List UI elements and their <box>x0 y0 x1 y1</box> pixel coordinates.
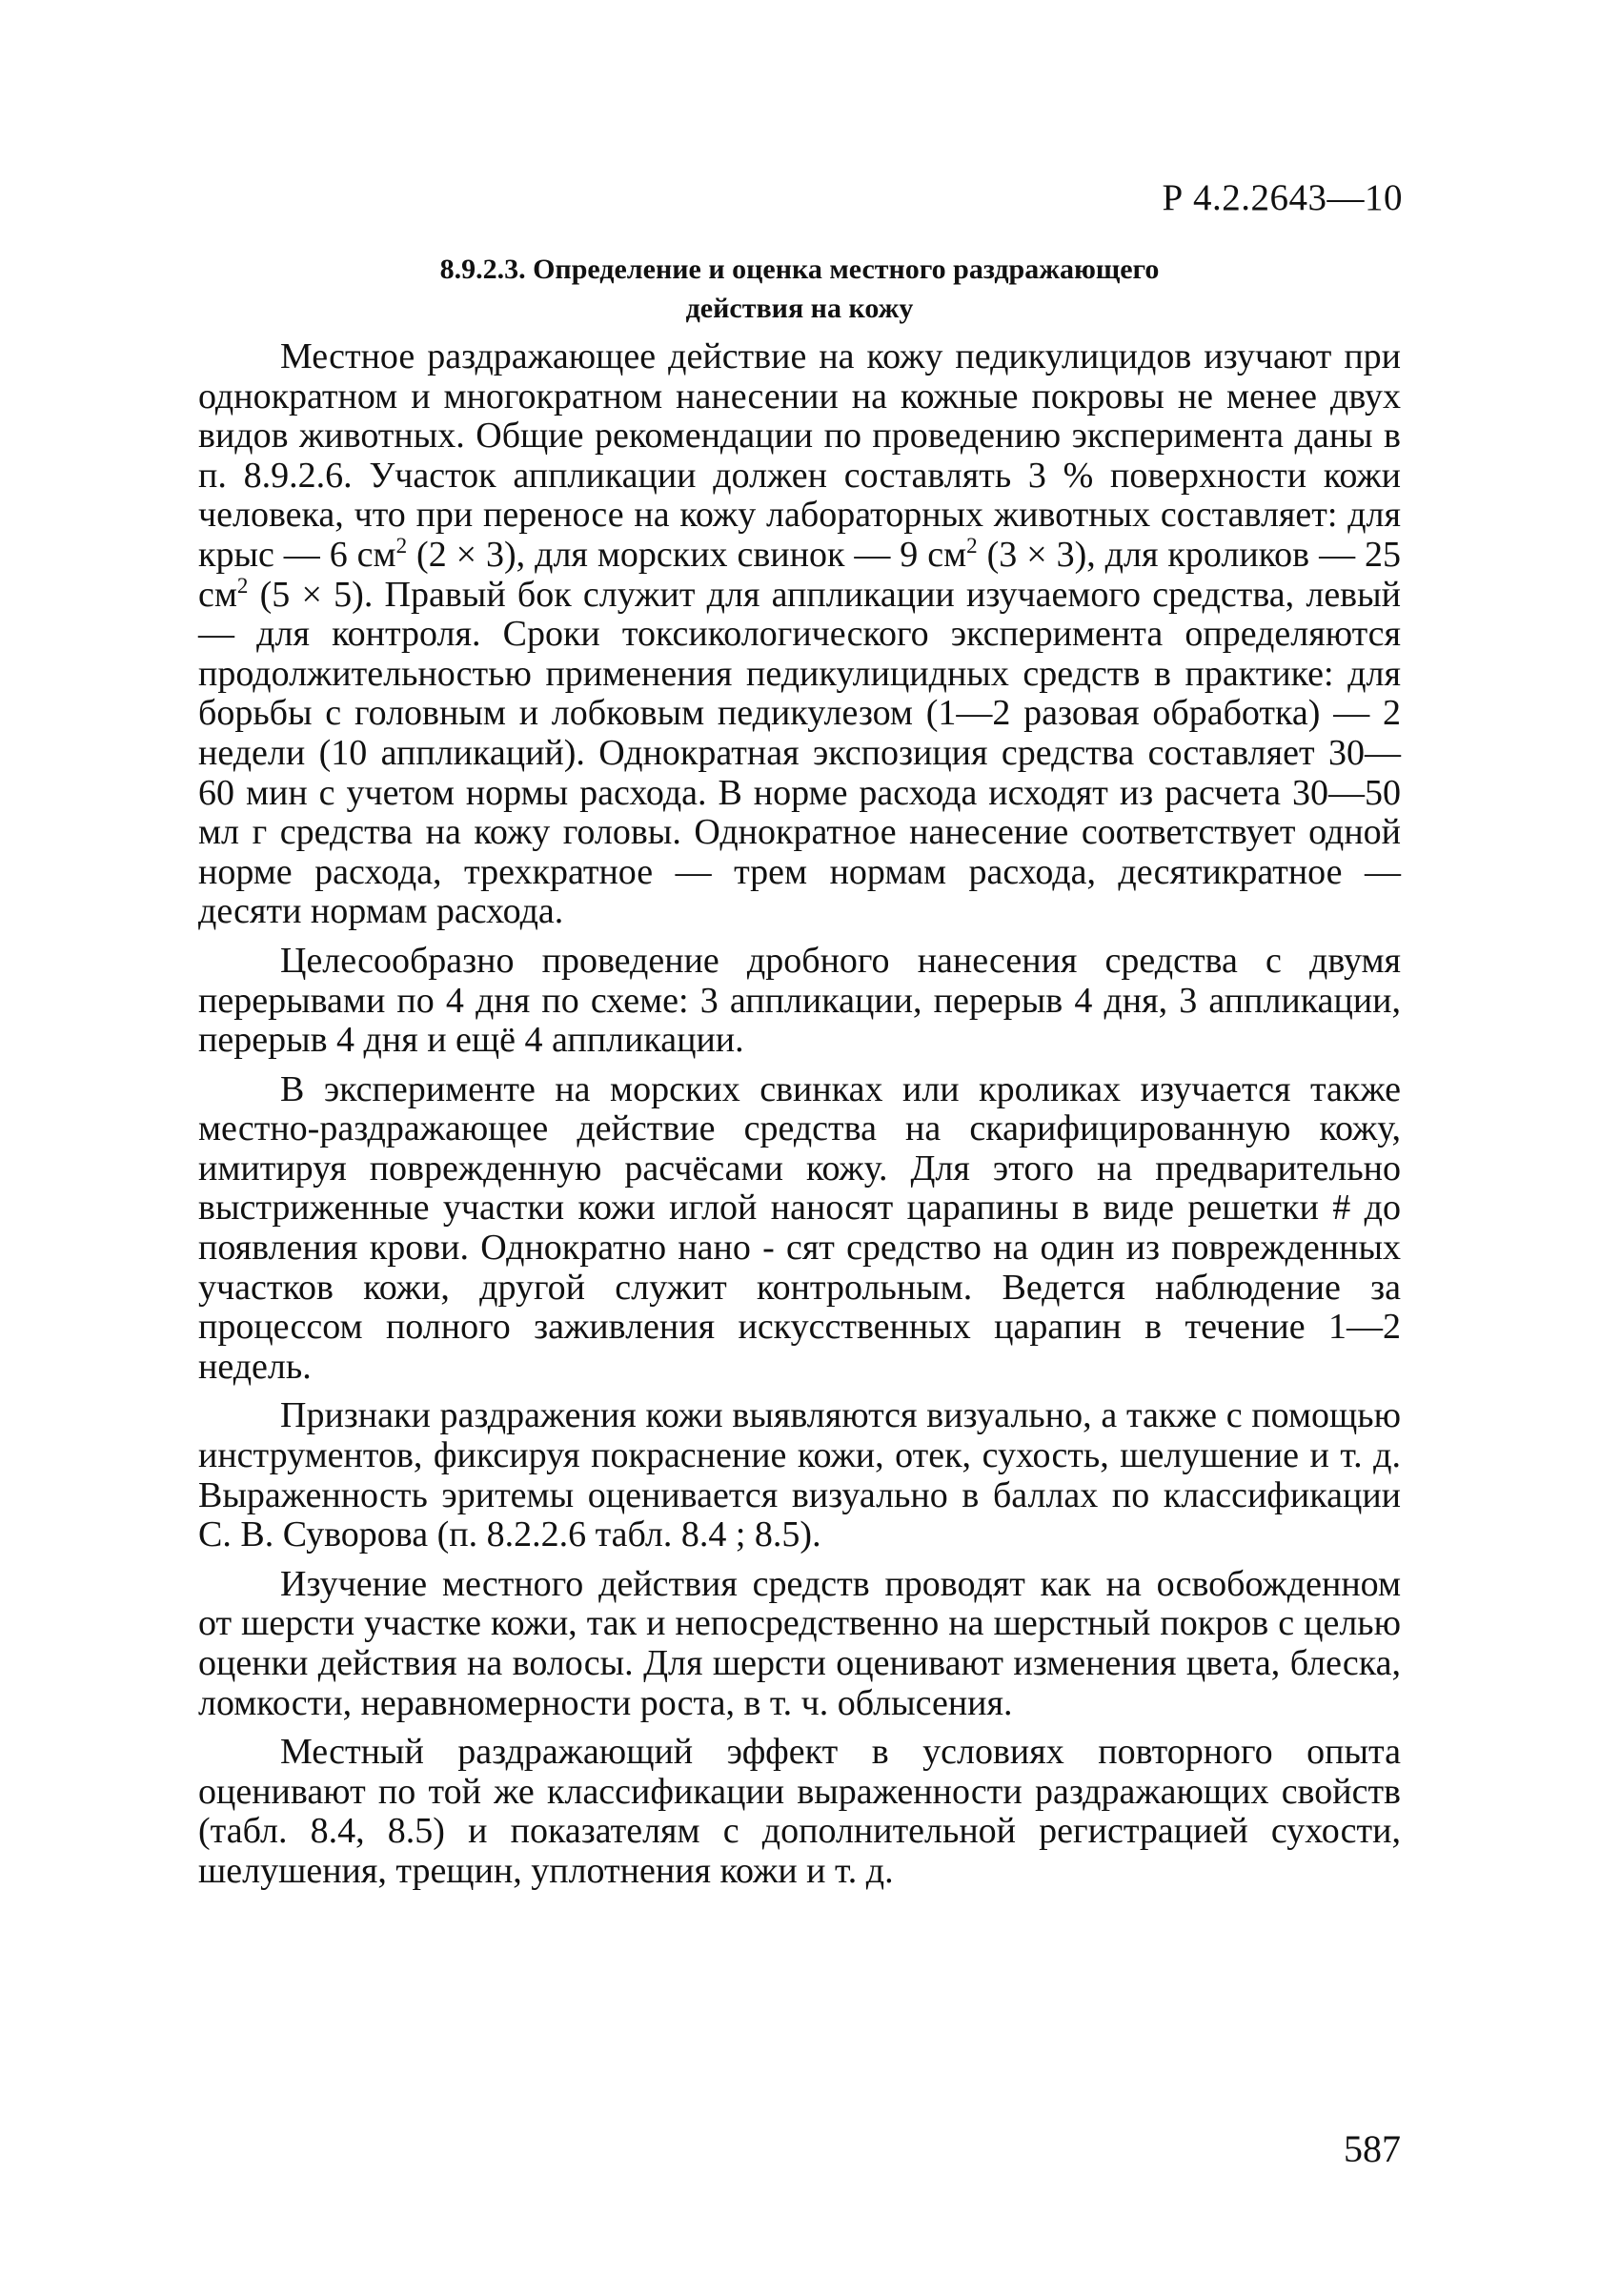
document-code: Р 4.2.2643—10 <box>1162 177 1403 218</box>
section-heading-line: 8.9.2.3. Определение и оценка местного раздражающего <box>439 254 1160 285</box>
text-segment: Местное раздражающее действие на кожу педикулицидов изучают при однократном и многократном нанесении на кожные покровы не менее двух видов животных. Общие рекомендации по проведению эксперимента даны в п. 8.9.2.6. Участок аппликации должен составлять 3 % поверхности кожи человека, что при переносе на кожу лабораторных животных составляет: для крыс — 6 см <box>198 336 1401 575</box>
paragraph <box>198 337 1401 932</box>
superscript: 2 <box>236 573 249 598</box>
paragraph: В эксперименте на морских свинках или кроликах изучается также местно-раздражающее действие средства на скарифицированную кожу, имитируя поврежденную расчёсами кожу. Для этого на предварительно выстриженные участки кожи иглой наносят царапины в виде решетки # до появления крови. Однократно нано - сят средство на один из поврежденных участков кожи, другой служит контрольным. Ведется наблюдение за процессом полного заживления искусственных царапин в течение 1—2 недель. <box>198 1068 1401 1387</box>
text-segment: (3 × 3), для кроликов — 25 см <box>198 534 1402 615</box>
text-segment: (5 × 5). Правый бок служит для аппликации изучаемого средства, левый — для контроля. Сроки токсикологического эксперимента определяются продолжительностью применения педикулицидных средств в практике: для борьбы с головным и лобковым педикулезом (1—2 разовая обработка) — 2 недели (10 аппликаций). Однократная экспозиция средства составляет 30—60 мин с учетом нормы расхода. В норме расхода исходят из расчета 30—50 мл г средства на кожу головы. Однократное нанесение соответствует одной норме расхода, трехкратное — трем нормам расхода, десятикратное — десяти нормам расхода. <box>198 574 1401 932</box>
page-content <box>198 250 1401 1901</box>
paragraph: Изучение местного действия средств проводят как на освобожденном от шерсти участке кожи, так и непосредственно на шерстный покров с целью оценки действия на волосы. Для шерсти оценивают изменения цвета, блеска, ломкости, неравномерности роста, в т. ч. облысения. <box>198 1563 1401 1723</box>
paragraph: Признаки раздражения кожи выявляются визуально, а также с помощью инструментов, фиксируя покраснение кожи, отек, сухость, шелушение и т. д. Выраженность эритемы оценивается визуально в баллах по классификации С. В. Суворова (п. 8.2.2.6 табл. 8.4 ; 8.5). <box>198 1395 1401 1555</box>
section-heading-line: действия на кожу <box>685 293 914 324</box>
superscript: 2 <box>966 533 978 558</box>
text-segment: (2 × 3), для морских свинок — 9 см <box>407 534 967 575</box>
paragraph: Местный раздражающий эффект в условиях повторного опыта оценивают по той же классификации выраженности раздражающих свойств (табл. 8.4, 8.5) и показателям с дополнительной регистрацией сухости, шелушения, трещин, уплотнения кожи и т. д. <box>198 1732 1401 1891</box>
superscript: 2 <box>395 533 408 558</box>
section-heading <box>198 250 1401 328</box>
page-number: 587 <box>1344 2127 1401 2170</box>
paragraph: Целесообразно проведение дробного нанесения средства с двумя перерывами по 4 дня по схеме: 3 аппликации, перерыв 4 дня, 3 аппликации, перерыв 4 дня и ещё 4 аппликации. <box>198 940 1401 1061</box>
